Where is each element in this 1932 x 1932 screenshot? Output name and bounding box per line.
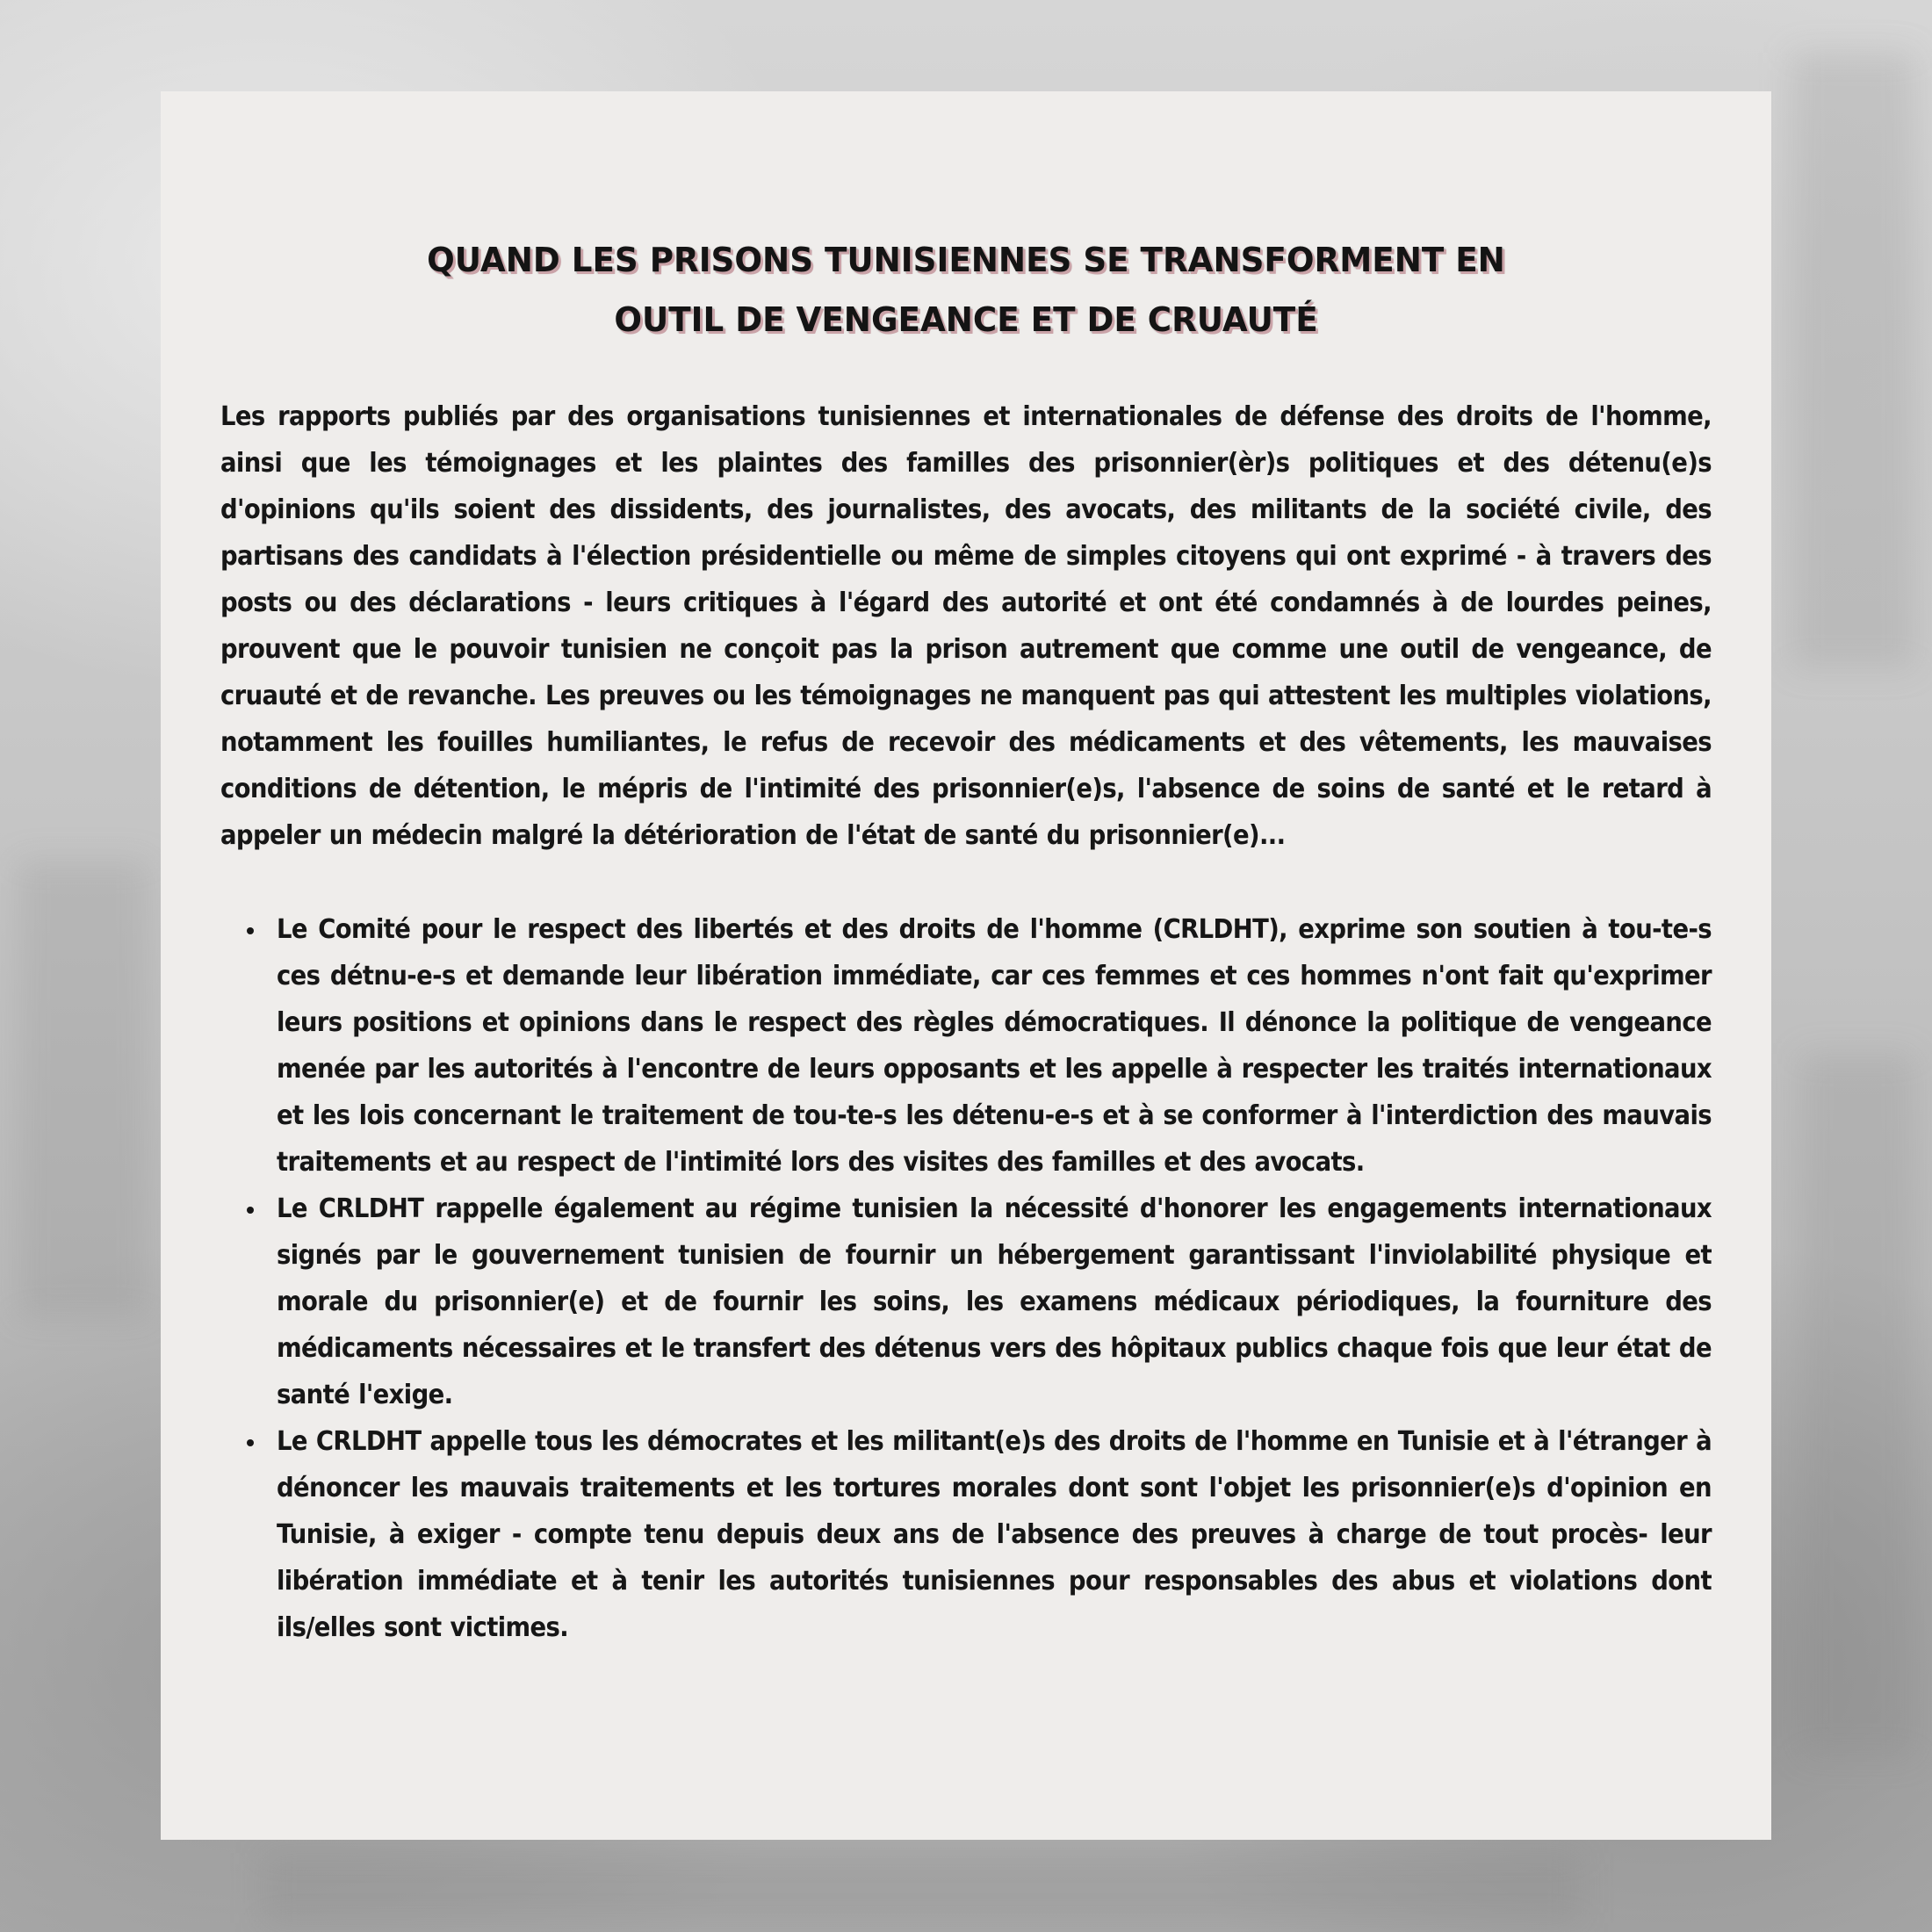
page-title <box>235 230 1697 350</box>
document-card <box>161 91 1771 1840</box>
intro-paragraph: Les rapports publiés par des organisations tunisiennes et internationales de défense des droits de l'homme, ainsi que les témoignages et les plaintes des familles des prisonnier(èr)s politiques et des détenu(e)s d'opinions qu'ils soient des dissidents, des journalistes, des avocats, des militants de la société civile, des partisans des candidats à l'élection présidentielle ou même de simples citoyens qui ont exprimé - à travers des posts ou des déclarations - leurs critiques à l'égard des autorité et ont été condamnés à de lourdes peines, prouvent que le pouvoir tunisien ne conçoit pas la prison autrement que comme une outil de vengeance, de cruauté et de revanche. Les preuves ou les témoignages ne manquent pas qui attestent les multiples violations, notamment les fouilles humiliantes, le refus de recevoir des médicaments et des vêtements, les mauvaises conditions de détention, le mépris de l'intimité des prisonnier(e)s, l'absence de soins de santé et le retard à appeler un médecin malgré la détérioration de l'état de santé du prisonnier(e)... <box>220 401 1712 851</box>
title-line: QUAND LES PRISONS TUNISIENNES SE TRANSFORMENT EN <box>427 241 1505 279</box>
bullet-item: Le Comité pour le respect des libertés et des droits de l'homme (CRLDHT), exprime son soutien à tou-te-s ces détnu-e-s et demande leur libération immédiate, car ces femmes et ces hommes n'ont fait qu'exprimer leurs positions et opinions dans le respect des règles démocratiques. Il dénonce la politique de vengeance menée par les autorités à l'encontre de leurs opposants et les appelle à respecter les traités internationaux et les lois concernant le traitement de tou-te-s les détenu-e-s et à se conformer à l'interdiction des mauvais traitements et au respect de l'intimité lors des visites des familles et des avocats. <box>277 906 1712 1186</box>
bullet-item: Le CRLDHT appelle tous les démocrates et les militant(e)s des droits de l'homme en Tunisie et à l'étranger à dénoncer les mauvais traitements et les tortures morales dont sont l'objet les prisonnier(e)s d'opinion en Tunisie, à exiger - compte tenu depuis deux ans de l'absence des preuves à charge de tout procès- leur libération immédiate et à tenir les autorités tunisiennes pour responsables des abus et violations dont ils/elles sont victimes. <box>277 1418 1712 1651</box>
bullet-list <box>220 906 1712 1651</box>
background-blur-shape <box>1791 53 1914 667</box>
title-line: OUTIL DE VENGEANCE ET DE CRUAUTÉ <box>614 300 1318 339</box>
background-blur-shape <box>18 861 149 1317</box>
bullet-item: Le CRLDHT rappelle également au régime tunisien la nécessité d'honorer les engagements internationaux signés par le gouvernement tunisien de fournir un hébergement garantissant l'inviolabilité physique et morale du prisonnier(e) et de fournir les soins, les examens médicaux périodiques, la fourniture des médicaments nécessaires et le transfert des détenus vers des hôpitaux publics chaque fois que leur état de santé l'exige. <box>277 1186 1712 1418</box>
background-blur-shape <box>1800 1054 1914 1756</box>
background-blur-shape <box>263 1853 1581 1923</box>
document-body <box>220 393 1712 1651</box>
